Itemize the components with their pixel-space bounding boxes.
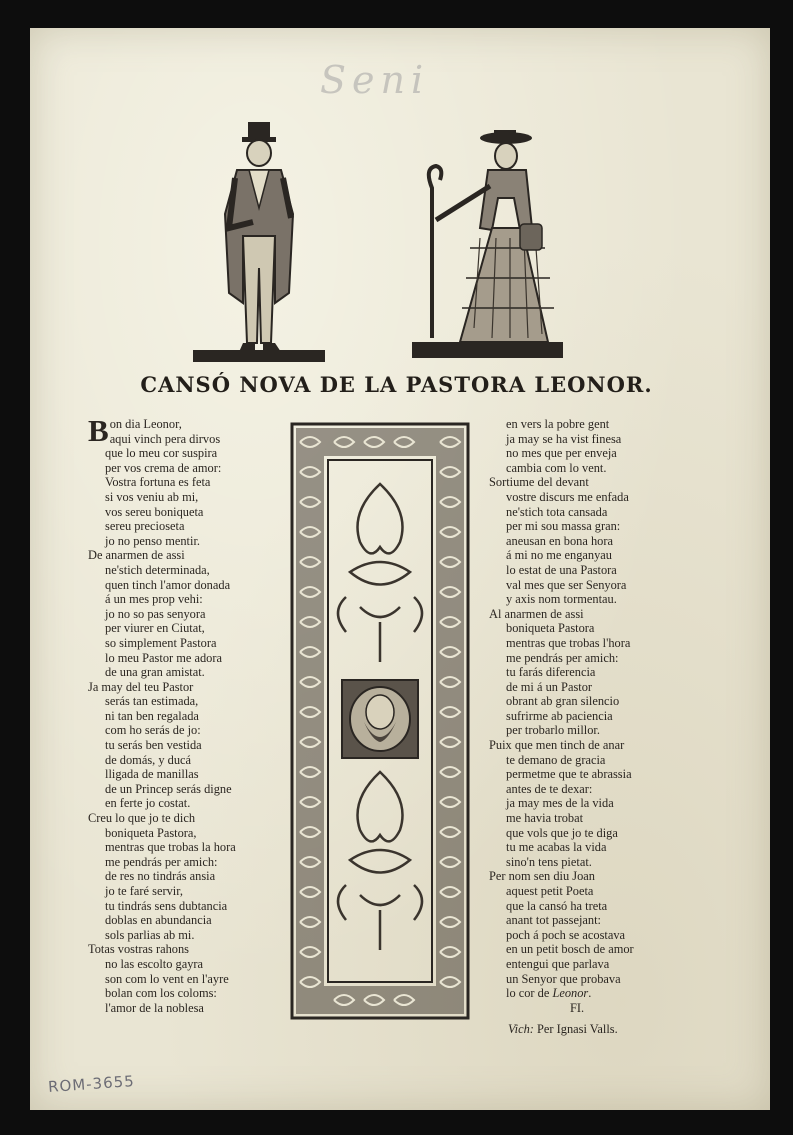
- verse-line: ja may se ha vist finesa: [506, 431, 622, 446]
- verse-line: Al anarmen de assi: [489, 606, 584, 621]
- verse-line: sino'n tens pietat.: [506, 854, 592, 869]
- verse-line: mentras que trobas la hora: [105, 840, 236, 855]
- verse-line: sols parlias ab mi.: [105, 927, 195, 942]
- verse-line: no las escolto gayra: [105, 956, 204, 971]
- left-verse-column: [88, 413, 288, 1015]
- verse-line: ne'stich determinada,: [105, 562, 210, 577]
- verse-line: y axis nom tormentau.: [506, 592, 617, 607]
- verse-line: ni tan ben regalada: [105, 708, 199, 723]
- verse-line: vos sereu boniqueta: [105, 504, 204, 519]
- verse-line: sufrirme ab paciencia: [506, 708, 613, 723]
- verse-line: aneusan en bona hora: [506, 533, 613, 548]
- verse-line: no mes que per enveja: [506, 446, 617, 461]
- verse-line: bolan com los coloms:: [105, 986, 217, 1001]
- verse-line: ja may mes de la vida: [506, 796, 614, 811]
- verse-line: permetme que te abrassia: [506, 767, 632, 782]
- verse-line: me pendrás per amich:: [105, 854, 218, 869]
- verse-line: en un petit bosch de amor: [506, 942, 634, 957]
- verse-line: lo meu Pastor me adora: [105, 650, 222, 665]
- verse-line: que la cansó ha treta: [506, 898, 608, 913]
- verse-line: Creu lo que jo te dich: [88, 811, 196, 826]
- verse-line: ne'stich tota cansada: [506, 504, 608, 519]
- verse-line: sereu precioseta: [105, 519, 185, 534]
- verse-line: cambia com lo vent.: [506, 460, 607, 475]
- verse-line: jo te faré servir,: [105, 884, 183, 898]
- verse-line: so simplement Pastora: [105, 635, 217, 650]
- verse-line: obrant ab gran silencio: [506, 694, 620, 709]
- verse-line: entengui que parlava: [506, 956, 610, 971]
- verse-line: boniqueta Pastora: [506, 621, 595, 636]
- verse-line: me pendrás per amich:: [506, 650, 619, 665]
- verse-line: Ja may del teu Pastor: [88, 679, 194, 694]
- verse-line: en vers la pobre gent: [506, 417, 610, 431]
- verse-line: vostre discurs me enfada: [506, 489, 629, 504]
- verse-line: boniqueta Pastora,: [105, 825, 197, 840]
- verse-line: de domás, y ducá: [105, 752, 192, 767]
- verse-line: val mes que ser Senyora: [506, 577, 627, 592]
- portrait-medallion: [342, 680, 418, 758]
- verse-line: per vos crema de amor:: [105, 460, 222, 475]
- drop-cap: B: [88, 413, 109, 448]
- verse-line: son com lo vent en l'ayre: [105, 971, 229, 986]
- verse-line: de una gran amistat.: [105, 665, 205, 680]
- verse-line: me havia trobat: [506, 811, 584, 826]
- verse-line: que vols que jo te diga: [506, 825, 618, 840]
- imprint-place: Vich:: [508, 1022, 534, 1036]
- verse-line: de un Princep serás digne: [105, 781, 232, 796]
- verse-line: jo no penso mentir.: [105, 533, 200, 548]
- verse-line: mentras que trobas l'hora: [506, 635, 631, 650]
- verse-line: per viurer en Ciutat,: [105, 621, 205, 636]
- verse-line: tu farás diferencia: [506, 665, 596, 680]
- verse-line: tu tindrás sens dubtancia: [105, 898, 228, 913]
- gentleman-woodcut: [193, 118, 325, 368]
- verse-line: Per nom sen diu Joan: [489, 869, 595, 884]
- verse-line: á mi no me enganyau: [506, 548, 612, 563]
- pencil-annotation: Seni: [320, 58, 430, 102]
- verse-line: tu serás ben vestida: [105, 738, 202, 753]
- shelfmark: ROM-3655: [47, 1071, 136, 1097]
- verse-line: jo no so pas senyora: [105, 606, 206, 621]
- verse-line: per trobarlo millor.: [506, 723, 600, 738]
- right-verse-column: [489, 417, 689, 1001]
- verse-line: lo estat de una Pastora: [506, 562, 617, 577]
- verse-line: Sortiume del devant: [489, 475, 589, 490]
- verse-line: per mi sou massa gran:: [506, 519, 621, 534]
- verse-line: lligada de manillas: [105, 767, 199, 782]
- verse-line: anant tot passejant:: [506, 913, 601, 928]
- verse-line: com ho serás de jo:: [105, 723, 201, 738]
- verse-line: á un mes prop vehi:: [105, 592, 203, 607]
- verse-line: aqui vinch pera dirvos: [109, 431, 221, 446]
- verse-line: lo cor de Leonor.: [506, 986, 592, 1001]
- verse-line: si vos veniu ab mi,: [105, 489, 199, 504]
- verse-line: antes de te dexar:: [506, 781, 593, 796]
- verse-line: doblas en abundancia: [105, 913, 212, 928]
- ornamental-border: [290, 422, 470, 1020]
- verse-line: De anarmen de assi: [88, 548, 185, 563]
- verse-line: aquest petit Poeta: [506, 884, 594, 898]
- verse-line: que lo meu cor suspira: [105, 446, 218, 461]
- verse-line: l'amor de la noblesa: [105, 1000, 204, 1015]
- verse-line: quen tinch l'amor donada: [105, 577, 231, 592]
- imprint-printer: Per Ignasi Valls.: [537, 1022, 618, 1036]
- verse-line: te demano de gracia: [506, 752, 606, 767]
- verse-line: en ferte jo costat.: [105, 796, 191, 811]
- verse-line: tu me acabas la vida: [506, 840, 607, 855]
- imprint: [508, 1022, 618, 1037]
- verse-line: serás tan estimada,: [105, 694, 199, 709]
- verse-line: un Senyor que probava: [506, 971, 621, 986]
- shepherdess-woodcut: [410, 128, 565, 368]
- verse-line: Vostra fortuna es feta: [105, 475, 211, 490]
- verse-line: Totas vostras rahons: [88, 942, 189, 957]
- verse-line: poch á poch se acostava: [506, 927, 626, 942]
- song-title: CANSÓ NOVA DE LA PASTORA LEONOR.: [140, 372, 653, 397]
- fi-colophon: FI.: [570, 1001, 585, 1015]
- verse-line: Bon dia Leonor,: [88, 413, 182, 448]
- verse-line: de res no tindrás ansia: [105, 869, 216, 884]
- verse-line: de mi á un Pastor: [506, 679, 593, 694]
- verse-line: Puix que men tinch de anar: [489, 738, 625, 753]
